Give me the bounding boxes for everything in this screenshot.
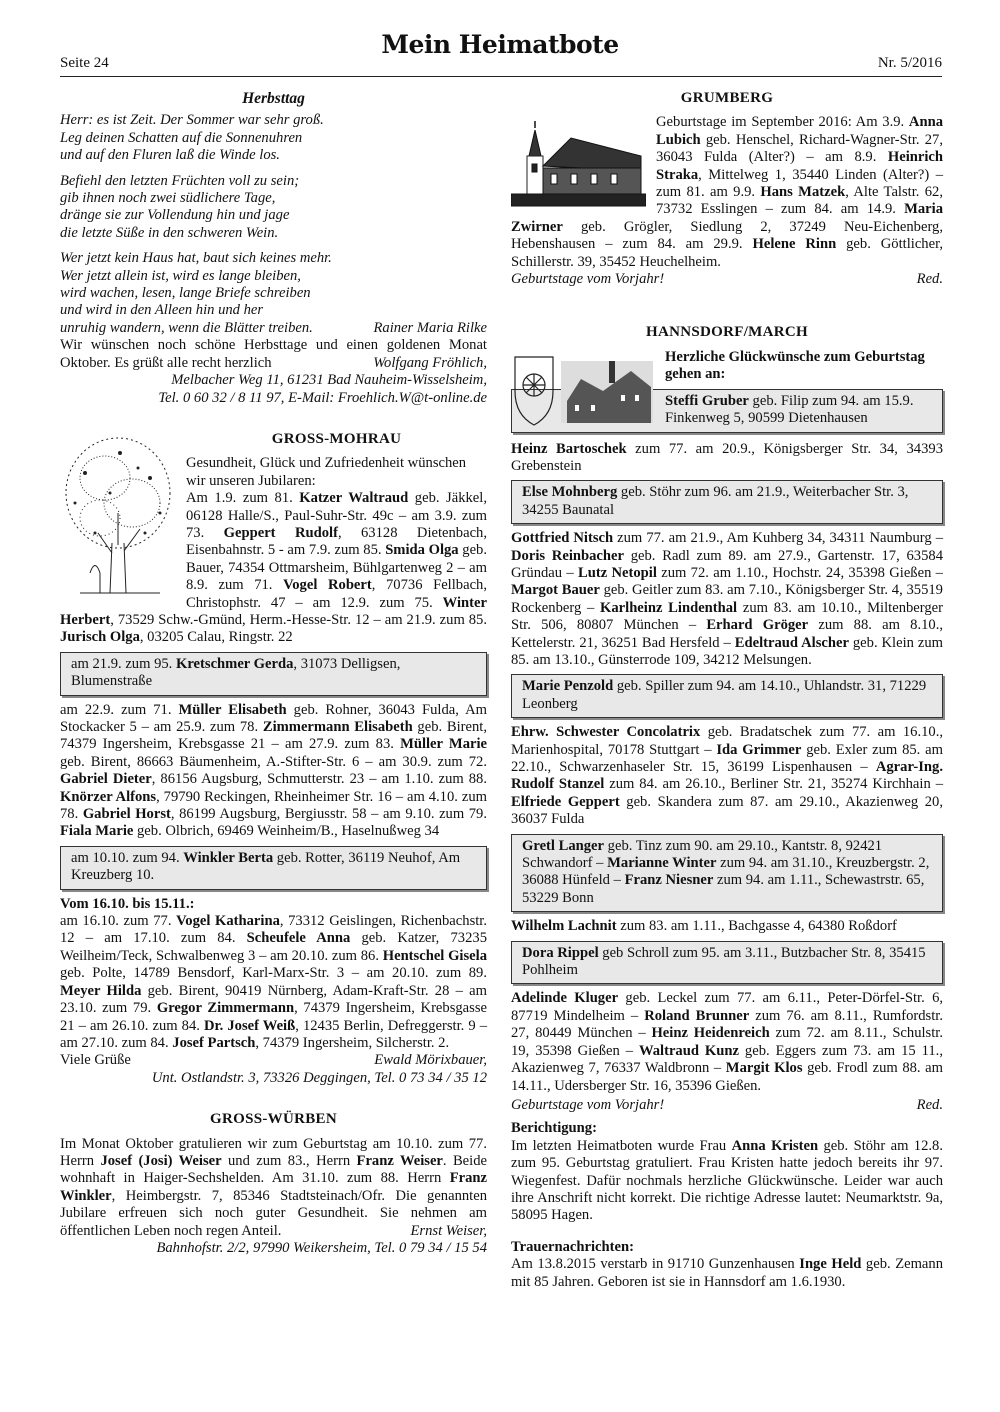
text-fragment: , 74379 Ingersheim, Silcherstr. 2.: [255, 1034, 450, 1051]
text-fragment: , 86199 Augsburg, Bergiusstr. 58 – am 9.10. zum 79.: [170, 806, 488, 823]
text-fragment: geb. Exler zum 85. am 22.10., Schwarzenhaseler Str. 15, 36199 Lispenhausen –: [511, 741, 943, 775]
greeting-address-1: Melbacher Weg 11, 61231 Bad Nauheim-Wisselsheim,: [171, 372, 487, 389]
footer-red: Red.: [916, 271, 943, 288]
text-fragment: geb. Eggers zum 73. am 15 11., Akazienweg 7, 76337 Waldbronn –: [511, 1042, 943, 1077]
bold-name: Marie Penzold: [522, 678, 614, 695]
text-fragment: , 31073 Delligsen, Blumenstraße: [71, 655, 401, 690]
bold-name: Anna Lubich: [656, 114, 943, 148]
masthead-title: Mein Heimatbote: [381, 30, 619, 59]
text-fragment: geb. Leckel zum 77. am 6.11., Peter-Dörfel-Str. 6, 87719 Mindelheim –: [511, 990, 944, 1024]
poem-line: unruhig wandern, wenn die Blätter treiben.: [60, 319, 313, 336]
highlight-box: [60, 652, 487, 696]
bold-name: Dora Rippel: [522, 944, 599, 961]
text-fragment: . Beide wohnhaft in Haiger-Sechshelden. Am 31.10. zum 88. Herrn: [60, 1152, 487, 1187]
correction-heading: Berichtigung:: [511, 1120, 597, 1137]
poem-line: Herr: es ist Zeit. Der Sommer war sehr groß.: [60, 112, 324, 129]
poem-line: Leg deinen Schatten auf die Sonnenuhren: [60, 129, 303, 146]
text-fragment: am 16.10. zum 77.: [60, 913, 177, 930]
bold-name: Zimmermann Elisabeth: [262, 719, 413, 735]
bold-name: Helene Rinn: [752, 236, 837, 253]
text-fragment: Viele Grüße: [60, 1052, 131, 1069]
text-fragment: zum 83. am 1.11., Bachgasse 4, 64380 Roßdorf: [616, 918, 897, 935]
gross-mohrau-section: [60, 431, 487, 1087]
closing-address: Unt. Ostlandstr. 3, 73326 Deggingen, Tel. 0 73 34 / 35 12: [151, 1069, 487, 1086]
highlight-box: [511, 480, 943, 524]
text-fragment: , 03205 Calau, Ringstr. 22: [139, 629, 293, 646]
text-fragment: , Heimbergstr. 7, 85346 Stadtsteinach/Ofr. Die genannten Jubilare erfreuen sich noch guter Gesundheit. Sie nehmen am öffentlichen Leben noch regen Anteil.: [60, 1187, 487, 1239]
greeting-text: Wir wünschen noch schöne Herbsttage und einen goldenen Monat Oktober. Es grüßt alle recht herzlich: [60, 337, 487, 371]
poem-section: [60, 90, 487, 407]
poem-line: gib ihnen noch zwei südlichere Tage,: [60, 190, 276, 207]
church-illustration: [511, 116, 646, 208]
bold-name: Dr. Josef Weiß: [203, 1017, 296, 1034]
bold-name: Maria Zwirner: [511, 201, 943, 235]
town-coat-of-arms-illustration: [511, 351, 655, 431]
text-fragment: geb. Stöhr am 12.8. zum 95. Geburtstag gratuliert. Frau Kristen hatte jedoch bereits ihr 97. Wiegenfest. Dafür nochmals herzliche Glückwünsche. Leider war auch ihre Anschrift nicht korrekt. Die richtige Adresse lautet: Neumarktstr. 9a, 58095 Hagen.: [511, 1137, 943, 1224]
text-fragment: geb. Skandera zum 87. am 29.10., Akazienweg 20, 36037 Fulda: [511, 793, 943, 828]
text-fragment: , 70736 Fellbach, Christophstr. 47 – am 12.9. zum 75.: [186, 577, 487, 611]
jubilar-name: Katzer Waltraud: [299, 490, 409, 507]
bold-name: Adelinde Kluger: [511, 990, 619, 1007]
hannsdorf-birthday: [511, 439, 943, 476]
text-fragment: geb. Birent, 74379 Ingersheim, Krebsgasse 21 – am 27.9. zum 83.: [60, 719, 487, 753]
bold-name: Lutz Netopil: [578, 564, 657, 581]
text-fragment: geb. Tinz zum 90. am 29.10., Kantstr. 8, 92421 Schwandorf –: [522, 837, 883, 872]
section-title-gross-mohrau: GROSS-MOHRAU: [271, 430, 402, 447]
bold-name: Else Mohnberg: [522, 484, 618, 501]
text-fragment: zum 88. am 8.10., Kettelerstr. 21, 36251 Bad Hersfeld –: [511, 617, 943, 651]
closing-signature: Ewald Mörixbauer,: [374, 1052, 487, 1069]
gross-wuerben-section: [60, 1111, 487, 1257]
section-title-grumberg: GRUMBERG: [680, 90, 774, 106]
text-fragment: geb. Geitler zum 83. am 7.10., Königsberger Str. 4, 35519 Rockenberg –: [511, 582, 943, 616]
text-fragment: geb. Klein zum 85. am 13.10., Günsterrode 109, 34212 Melsungen.: [511, 634, 943, 668]
text-fragment: geb. Zemann mit 85 Jahren. Geboren ist sie in Hannsdorf am 1.6.1930.: [511, 1256, 944, 1290]
text-fragment: geb. Henschel, Richard-Wagner-Str. 27, 36043 Fulda (Alter?) – am 8.9.: [656, 131, 943, 166]
poem-line: Wer jetzt allein ist, wird es lange bleiben,: [60, 267, 301, 284]
text-fragment: , 73312 Geislingen, Richenbachstr. 12 – am 17.10. zum 84.: [60, 913, 487, 947]
text-fragment: Am 13.8.2015 verstarb in 91710 Gunzenhausen: [511, 1256, 800, 1273]
text-fragment: , 63128 Dietenbach, Eisenbahnstr. 5 - am 7.9. zum 85.: [186, 524, 487, 559]
text-fragment: zum 77. am 21.9., Am Kuhberg 34, 34311 Naumburg –: [613, 530, 943, 547]
signature: Ernst Weiser,: [410, 1222, 487, 1239]
hannsdorf-section: [511, 324, 943, 1291]
gross-mohrau-birthdays-2: [60, 702, 487, 841]
text-fragment: geb. Grögler, Siedlung 2, 37249 Neu-Eichenberg, Hebenshausen – zum 84. am 29.9.: [511, 218, 943, 253]
gross-mohrau-birthdays-3: [60, 913, 487, 1052]
text-fragment: , 86156 Augsburg, Schmutterstr. 23 – am 1.10. zum 88.: [151, 771, 487, 788]
bold-name: Margit Klos: [725, 1060, 803, 1077]
text-fragment: geb. Stöhr zum 96. am 21.9., Weiterbacher Str. 3, 34255 Baunatal: [522, 484, 909, 518]
greeting-address-2: Tel. 0 60 32 / 8 11 97, E-Mail: Froehlich.W@t-online.de: [158, 389, 487, 406]
bold-name: Anna Kristen: [731, 1137, 819, 1154]
bold-name: Wilhelm Lachnit: [511, 918, 617, 935]
bold-name: Margot Bauer: [511, 582, 600, 599]
hannsdorf-birthdays-3: [511, 724, 943, 828]
text-fragment: zum 76. am 8.11., Rumfordstr. 27, 80449 München –: [511, 1007, 943, 1042]
bold-name: Müller Marie: [400, 736, 488, 753]
bold-name: Gabriel Dieter: [60, 771, 152, 788]
grumberg-footer: [511, 271, 943, 288]
bold-name: Roland Brunner: [644, 1007, 750, 1024]
bold-name: Knörzer Alfons: [60, 788, 157, 805]
text-fragment: geb. Polte, 14789 Bensdorf, Karl-Marx-Str. 3 – am 20.10. zum 89.: [60, 965, 487, 982]
text-fragment: zum 72. am 1.10., Hochstr. 24, 35398 Gießen –: [656, 564, 943, 581]
footer-note: Geburtstage vom Vorjahr!: [511, 271, 665, 288]
page-number: Seite 24: [60, 55, 109, 71]
bold-name: Gregor Zimmermann: [156, 1000, 295, 1017]
text-fragment: am 21.9. zum 95.: [71, 655, 176, 672]
text-fragment: zum 77. am 20.9., Königsberger Str. 34, 34393 Grebenstein: [511, 440, 943, 474]
poem-greeting: [60, 337, 487, 372]
tree-illustration: [60, 433, 176, 603]
text-fragment: Im letzten Heimatboten wurde Frau: [511, 1137, 732, 1154]
bold-name: Steffi Gruber: [665, 392, 749, 409]
gross-mohrau-intro: Gesundheit, Glück und Zufriedenheit wünschen wir unseren Jubilaren:: [186, 455, 467, 489]
jubilar-name: Jurisch Olga: [60, 629, 140, 646]
footer-red: Red.: [916, 1096, 943, 1113]
text-fragment: , Alte Talstr. 62, 73732 Esslingen – zum 84. am 14.9.: [656, 184, 943, 218]
bold-name: Inge Held: [799, 1256, 862, 1273]
text-fragment: geb. Frodl zum 88. am 14.11., Udersberger Str. 16, 35396 Gießen.: [511, 1060, 943, 1094]
text-fragment: Am 1.9. zum 81.: [186, 490, 300, 507]
text-fragment: und zum 83., Herrn: [221, 1152, 357, 1169]
section-title-hannsdorf: HANNSDORF/MARCH: [646, 324, 808, 341]
bold-name: Vogel Katharina: [176, 913, 280, 930]
right-column: [511, 90, 943, 1291]
text-fragment: geb. Birent, 90419 Nürnberg, Adam-Kraft-Str. 28 – am 23.10. zum 79.: [60, 982, 487, 1017]
text-fragment: zum 94. am 1.11., Schewastrstr. 65, 53229 Bonn: [522, 872, 925, 906]
jubilar-name: Smida Olga: [385, 542, 459, 559]
jubilar-name: Winter Herbert: [60, 594, 487, 628]
jubilar-name: Kretschmer Gerda: [175, 655, 294, 672]
bold-name: Heinz Bartoschek: [511, 440, 627, 457]
bold-name: Gottfried Nitsch: [511, 530, 614, 547]
section-title-gross-wuerben: GROSS-WÜRBEN: [210, 1111, 337, 1128]
grumberg-section: [511, 90, 943, 288]
text-fragment: , 12435 Berlin, Defreggerstr. 9 – am 27.10. zum 84.: [60, 1017, 488, 1051]
poem-line: Wer jetzt kein Haus hat, baut sich keines mehr.: [60, 250, 332, 267]
bold-name: Winkler Berta: [183, 849, 274, 866]
bold-name: Heinrich Straka: [656, 149, 943, 183]
bold-name: Josef (Josi) Weiser: [100, 1152, 222, 1169]
text-fragment: , Mittelweg 1, 35440 Linden (Alter?) – zum 81. am 9.9.: [656, 166, 943, 201]
bold-name: Edeltraud Alscher: [734, 634, 849, 651]
bold-name: Elfriede Geppert: [511, 793, 620, 810]
text-fragment: geb Schroll zum 95. am 3.11., Butzbacher Str. 8, 35415 Pohlheim: [522, 944, 926, 979]
text-fragment: zum 72. am 8.11., Schulstr. 19, 35398 Gießen –: [511, 1025, 943, 1059]
left-column: [60, 90, 487, 1257]
poem-author: Rainer Maria Rilke: [373, 319, 487, 336]
bold-name: Scheufele Anna: [246, 930, 351, 947]
bold-name: Waltraud Kunz: [638, 1042, 739, 1059]
bold-name: Ehrw. Schwester Concolatrix: [511, 724, 701, 741]
text-fragment: , 74379 Ingersheim, Krebsgasse 21 – am 26.10. zum 84.: [60, 1000, 487, 1034]
header-rule: [60, 76, 942, 77]
bold-name: Doris Reinbacher: [511, 547, 624, 564]
bold-name: Agrar-Ing. Rudolf Stanzel: [511, 759, 943, 793]
hannsdorf-greeting: Herzliche Glückwünsche zum Geburtstag gehen an:: [665, 348, 925, 383]
text-fragment: geb. Rotter, 36119 Neuhof, Am Kreuzberg 10.: [71, 849, 461, 884]
bold-name: Meyer Hilda: [60, 982, 142, 999]
poem-line: und auf den Fluren laß die Winde los.: [60, 147, 280, 164]
highlight-box: [511, 674, 943, 718]
hannsdorf-footer: [511, 1097, 943, 1114]
text-fragment: geb. Göttlicher, Schillerstr. 39, 35452 Heuchelheim.: [511, 236, 943, 270]
text-fragment: , 79790 Reckingen, Rheinheimer Str. 16 – am 4.10. zum 78.: [60, 788, 487, 823]
obituary-text: [511, 1256, 943, 1291]
correction-text: [511, 1138, 943, 1225]
text-fragment: geb. Bauer, 74354 Ottmarsheim, Bühlgartenweg 2 – am 8.9. zum 71.: [186, 542, 488, 594]
bold-name: Franz Weiser: [356, 1152, 443, 1169]
highlight-box: [511, 834, 943, 913]
poem-title: Herbsttag: [242, 90, 305, 107]
highlight-box: [60, 846, 487, 890]
text-fragment: geb. Birent, 86663 Bäumenheim, A.-Stifter-Str. 6 – am 30.9. zum 72.: [60, 753, 487, 770]
poem-stanza-2: [60, 173, 487, 243]
bold-name: Ida Grimmer: [716, 741, 802, 758]
bold-name: Heinz Heidenreich: [651, 1025, 770, 1042]
obituary-heading: Trauernachrichten:: [511, 1238, 634, 1255]
text-fragment: Geburtstage im September 2016: Am 3.9.: [656, 114, 909, 131]
bold-name: Müller Elisabeth: [178, 701, 287, 718]
poem-stanza-1: [60, 112, 487, 164]
bold-name: Karlheinz Lindenthal: [600, 599, 738, 616]
text-fragment: geb. Filip zum 94. am 15.9. Finkenweg 5, 90599 Dietenhausen: [665, 392, 914, 427]
issue-number: Nr. 5/2016: [877, 55, 942, 71]
bold-name: Hans Matzek: [760, 184, 846, 201]
text-fragment: zum 94. am 31.10., Kreuzbergstr. 2, 36088 Hünfeld –: [522, 855, 930, 889]
bold-name: Josef Partsch: [172, 1034, 256, 1051]
gross-wuerben-text: [60, 1136, 487, 1240]
text-fragment: geb. Jäkkel, 06128 Halle/S., Paul-Suhr-Str. 49c – am 3.9. zum 73.: [186, 490, 487, 541]
bold-name: Franz Winkler: [60, 1170, 487, 1204]
bold-name: Franz Niesner: [624, 872, 714, 889]
poem-body: [60, 112, 487, 337]
signature-address: Bahnhofstr. 2/2, 97990 Weikersheim, Tel. 0 79 34 / 15 54: [156, 1239, 487, 1256]
highlight-box: [511, 941, 943, 985]
text-fragment: geb. Olbrich, 69469 Weinheim/B., Haselnußweg 34: [133, 823, 440, 840]
text-fragment: zum 84. am 26.10., Berliner Str. 21, 35274 Kirchhain –: [604, 776, 943, 793]
text-fragment: Im Monat Oktober gratulieren wir zum Geburtstag am 10.10. zum 77. Herrn: [60, 1135, 487, 1169]
bold-name: Erhard Gröger: [706, 617, 809, 634]
hannsdorf-birthdays-2: [511, 530, 943, 669]
greeting-signature: Wolfgang Fröhlich,: [373, 354, 487, 371]
text-fragment: am 10.10. zum 94.: [71, 849, 184, 866]
hannsdorf-birthday-4: [511, 918, 943, 935]
jubilar-name: Geppert Rudolf: [223, 524, 338, 541]
bold-name: Gretl Langer: [522, 837, 605, 854]
poem-line: die letzte Süße in den schweren Wein.: [60, 224, 279, 241]
sub-heading: Vom 16.10. bis 15.11.:: [60, 895, 195, 912]
footer-note: Geburtstage vom Vorjahr!: [511, 1096, 665, 1113]
poem-line: wird wachen, lesen, lange Briefe schreiben: [60, 285, 311, 302]
text-fragment: geb. Katzer, 73235 Weilheim/Teck, Schwalbenweg 3 – am 20.10. zum 86.: [60, 930, 487, 964]
bold-name: Hentschel Gisela: [382, 947, 487, 964]
poem-line: Befiehl den letzten Früchten voll zu sein;: [60, 172, 300, 189]
text-fragment: zum 83. am 10.10., Miltenberger Str. 506, 80807 München –: [511, 599, 944, 634]
text-fragment: geb. Spiller zum 94. am 14.10., Uhlandstr. 31, 71229 Leonberg: [522, 678, 927, 712]
bold-name: Marianne Winter: [607, 855, 717, 872]
closing-line: [60, 1052, 487, 1069]
text-fragment: geb. Rohner, 36043 Fulda, Am Stockacker 5 – am 25.9. zum 78.: [60, 701, 488, 735]
poem-stanza-3: [60, 250, 487, 337]
text-fragment: geb. Bradatschek zum 77. am 16.10., Marienhospital, 70178 Stuttgart –: [511, 724, 943, 758]
poem-last-line: [60, 320, 487, 337]
poem-line: dränge sie zur Vollendung hin und jage: [60, 207, 290, 224]
poem-line: und wird in den Alleen hin und her: [60, 302, 264, 319]
text-fragment: am 22.9. zum 71.: [60, 701, 179, 718]
text-fragment: , 73529 Schw.-Gmünd, Herm.-Hesse-Str. 12 – am 21.9. zum 85.: [110, 611, 487, 628]
bold-name: Fiala Marie: [60, 823, 134, 840]
hannsdorf-birthdays-5: [511, 990, 943, 1094]
text-fragment: geb. Radl zum 89. am 27.9., Gartenstr. 17, 63584 Gründau –: [511, 547, 943, 581]
bold-name: Gabriel Horst: [82, 806, 171, 823]
jubilar-name: Vogel Robert: [283, 577, 372, 594]
